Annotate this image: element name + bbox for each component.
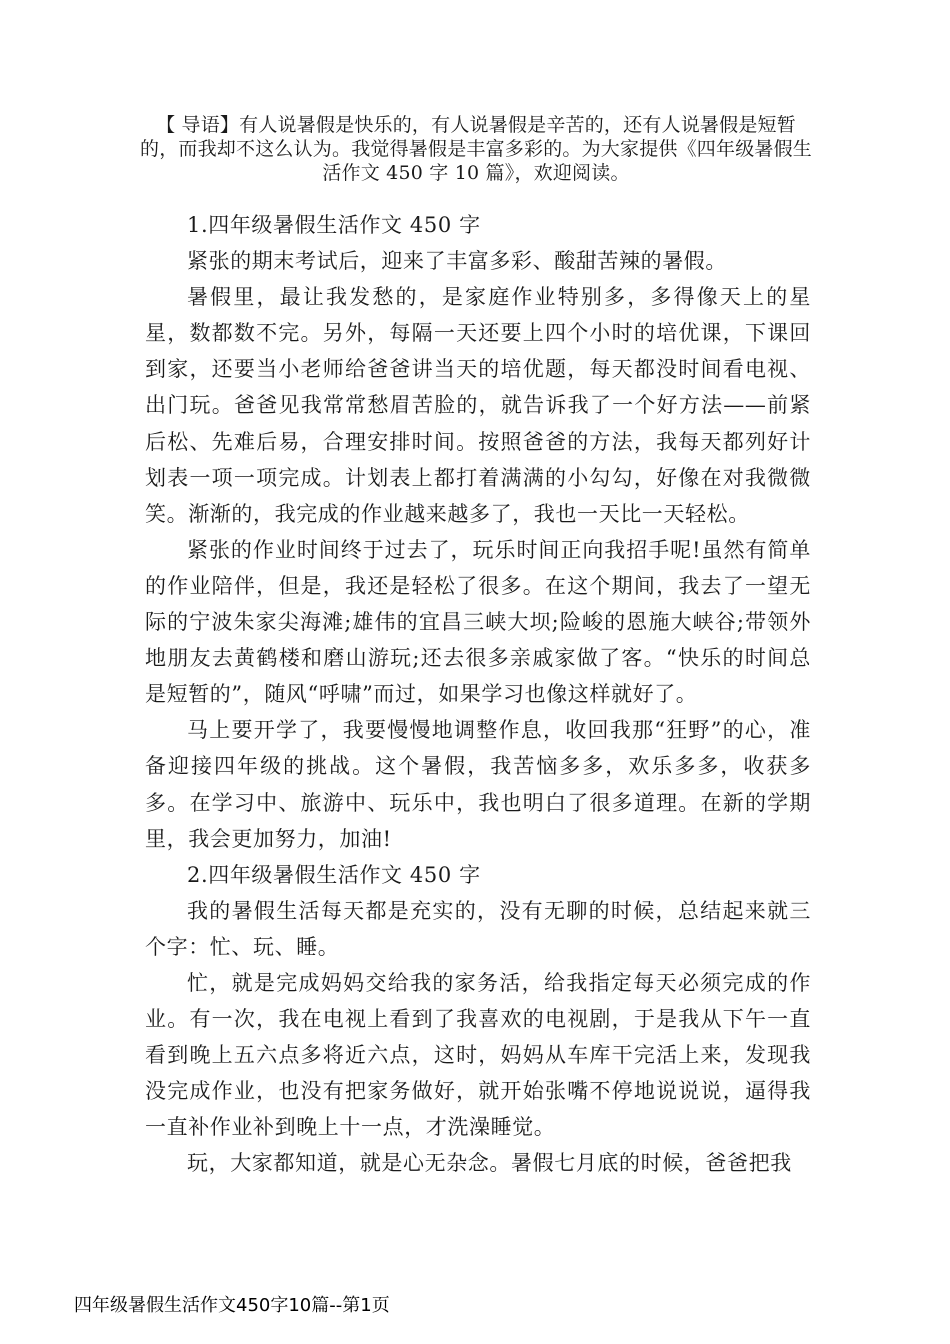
paragraph: 我的暑假生活每天都是充实的，没有无聊的时候，总结起来就三个字：忙、玩、睡。	[145, 898, 811, 959]
paragraph: 忙，就是完成妈妈交给我的家务活，给我指定每天必须完成的作业。有一次，我在电视上看到了我喜欢的电视剧，于是我从下午一直看到晚上五六点多将近六点，这时，妈妈从车库干完活上来，发现我没完成作业，也没有把家务做好，就开始张嘴不停地说说说，逼得我一直补作业补到晚上十一点，才洗澡睡觉。	[145, 970, 811, 1140]
section-heading: 1.四年级暑假生活作文 450 字	[187, 213, 481, 237]
paragraph: 马上要开学了，我要慢慢地调整作息，收回我那“狂野”的心，准备迎接四年级的挑战。这个暑假，我苦恼多多，欢乐多多，收获多多。在学习中、旅游中、玩乐中，我也明白了很多道理。在新的学期里，我会更加努力，加油!	[145, 718, 811, 851]
intro-paragraph: 【 导语】有人说暑假是快乐的，有人说暑假是辛苦的，还有人说暑假是短暂的，而我却不这么认为。我觉得暑假是丰富多彩的。为大家提供《四年级暑假生活作文 450 字 10 篇》，欢迎阅读。	[140, 114, 813, 184]
section-heading: 2.四年级暑假生活作文 450 字	[187, 862, 481, 887]
paragraph: 暑假里，最让我发愁的，是家庭作业特别多，多得像天上的星星，数都数不完。另外，每隔一天还要上四个小时的培优课，下课回到家，还要当小老师给爸爸讲当天的培优题，每天都没时间看电视、出门玩。爸爸见我常常愁眉苦脸的，就告诉我了一个好方法——前紧后松、先难后易，合理安排时间。按照爸爸的方法，我每天都列好计划表一项一项完成。计划表上都打着满满的小勾勾，好像在对我微微笑。渐渐的，我完成的作业越来越多了，我也一天比一天轻松。	[145, 285, 811, 526]
paragraph: 紧张的期末考试后，迎来了丰富多彩、酸甜苦辣的暑假。	[187, 249, 727, 274]
article-body	[145, 207, 811, 1182]
page-footer: 四年级暑假生活作文450字10篇--第1页	[74, 1295, 390, 1316]
paragraph: 紧张的作业时间终于过去了，玩乐时间正向我招手呢!虽然有简单的作业陪伴，但是，我还是轻松了很多。在这个期间，我去了一望无际的宁波朱家尖海滩;雄伟的宜昌三峡大坝;险峻的恩施大峡谷;带领外地朋友去黄鹤楼和磨山游玩;还去很多亲戚家做了客。“快乐的时间总是短暂的”，随风“呼啸”而过，如果学习也像这样就好了。	[145, 537, 811, 707]
paragraph: 玩，大家都知道，就是心无杂念。暑假七月底的时候，爸爸把我	[187, 1151, 792, 1176]
